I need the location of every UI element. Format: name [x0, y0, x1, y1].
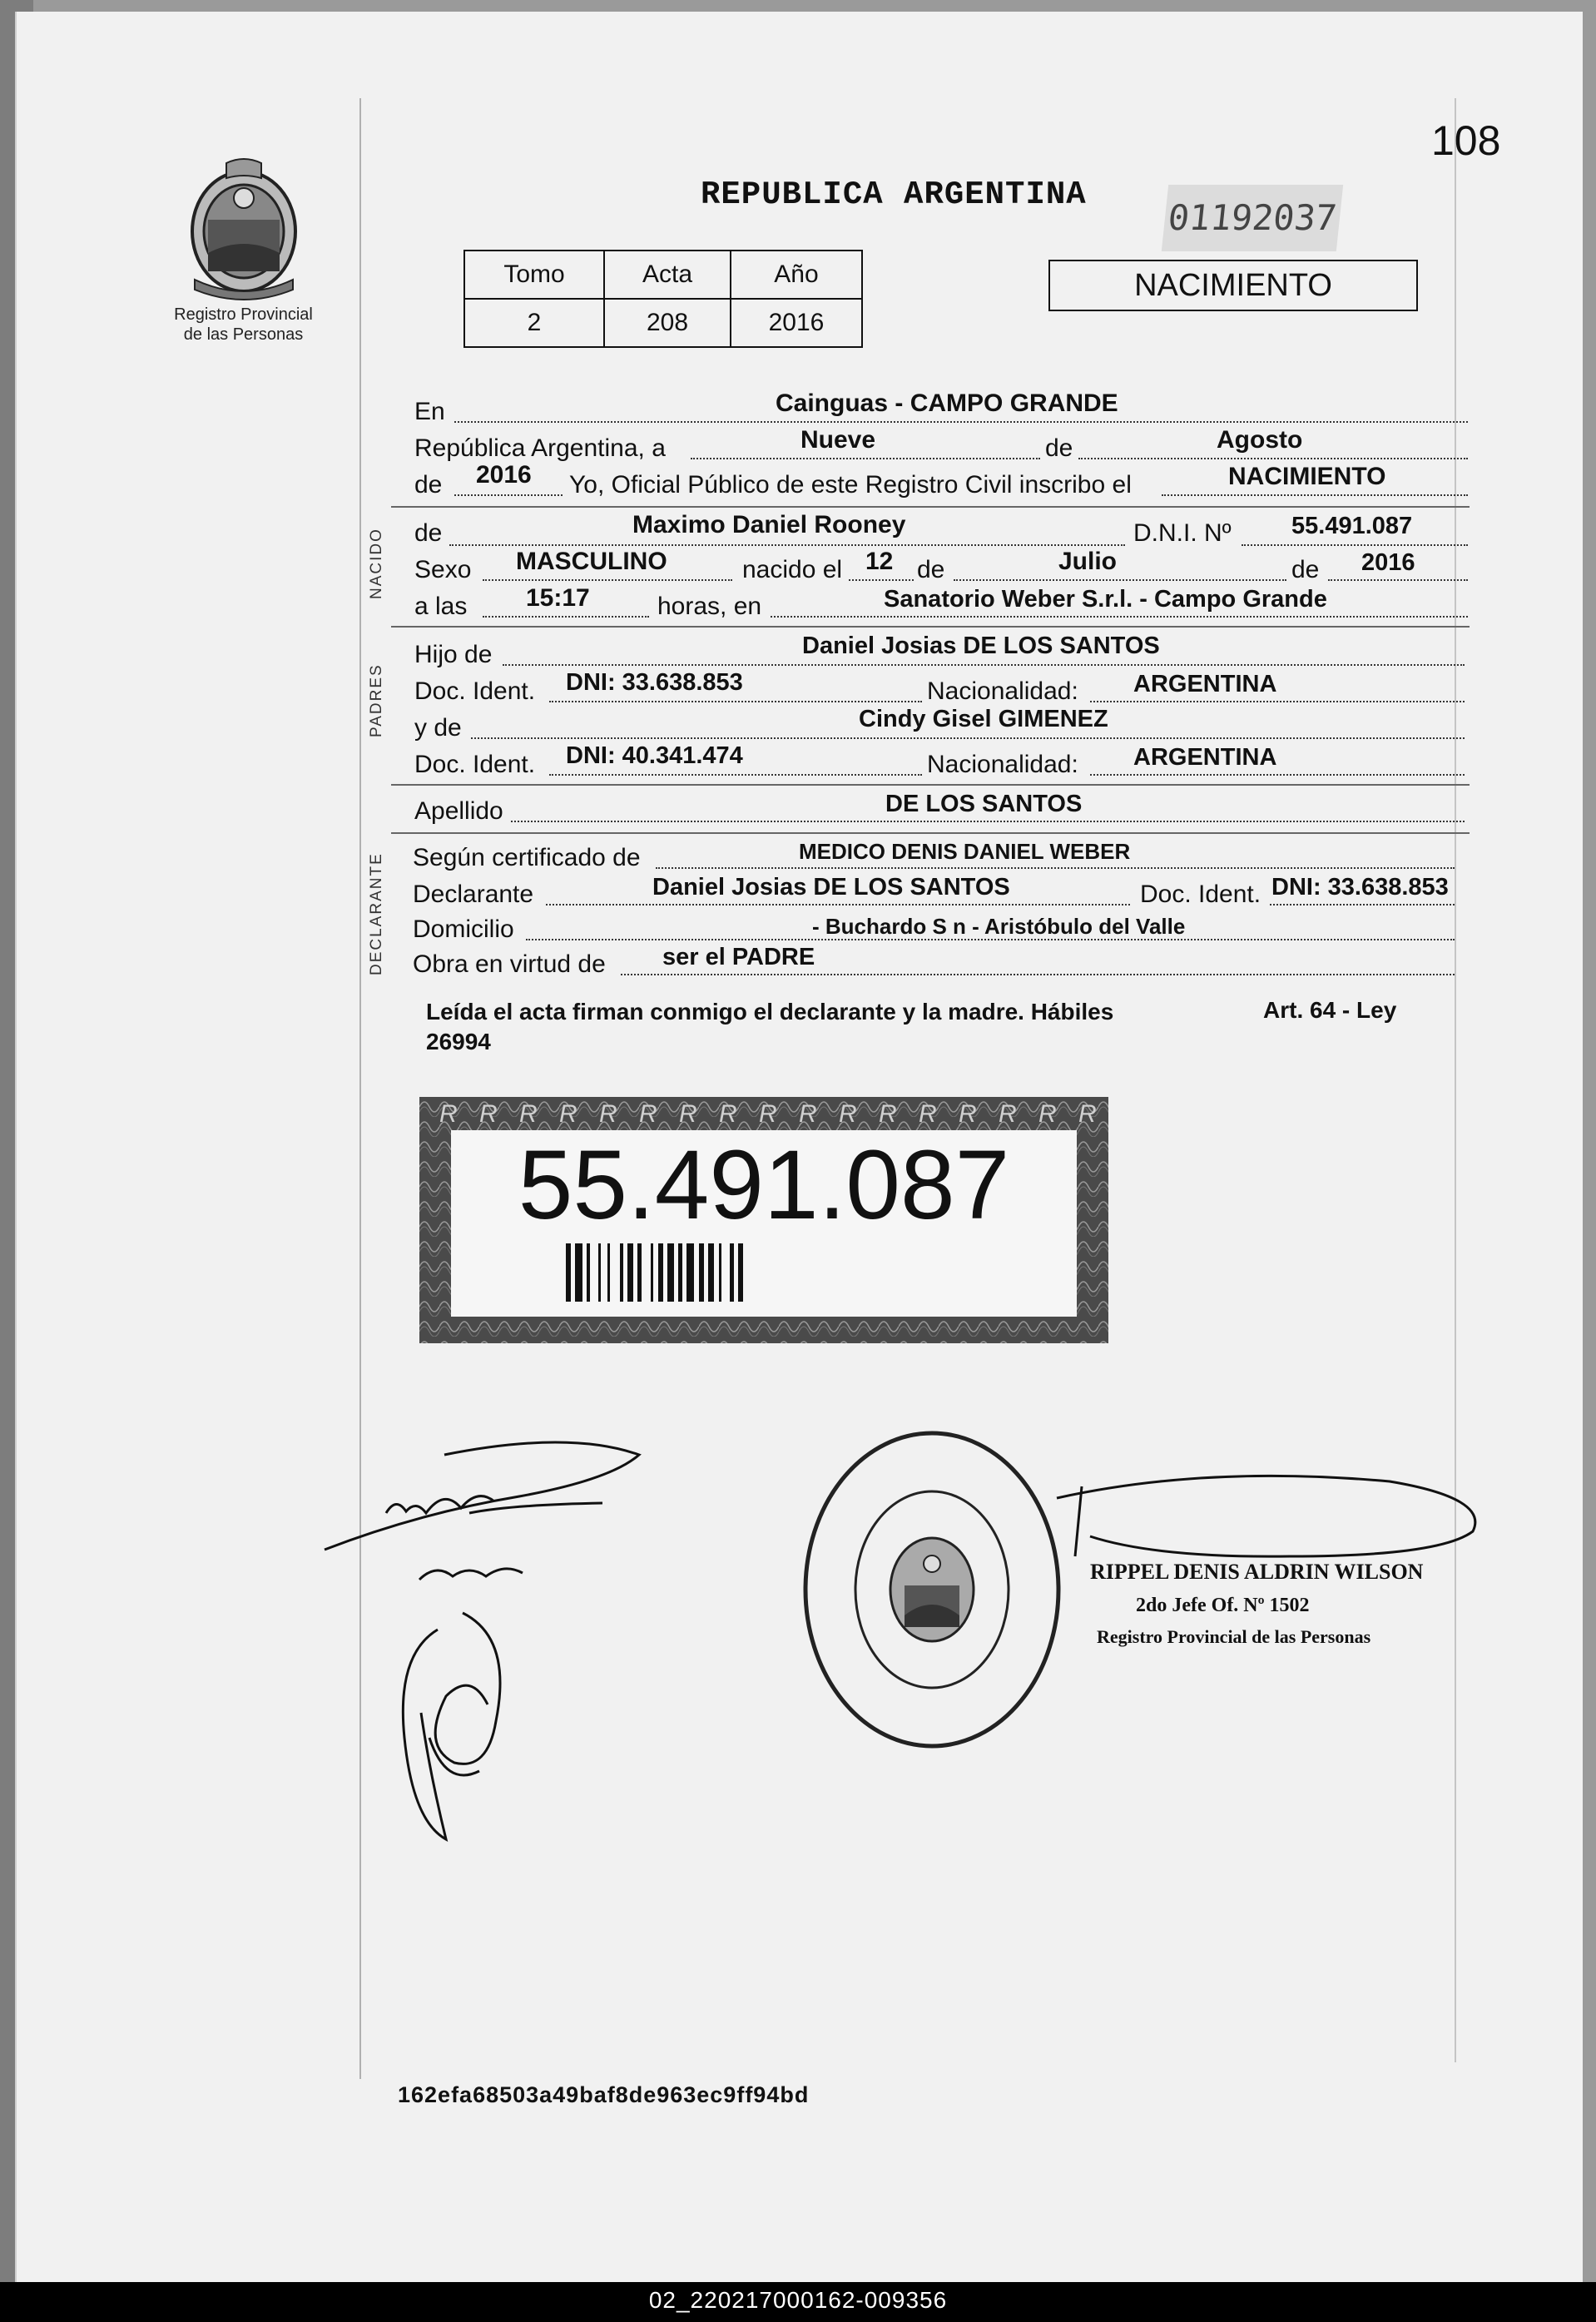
label-doc-ident-2: Doc. Ident. [414, 751, 536, 778]
dotted-line [511, 819, 1465, 822]
dotted-line [849, 578, 914, 581]
record-type-box: NACIMIENTO [1048, 260, 1418, 311]
dotted-line [471, 736, 1465, 739]
label-de-birthyear: de [1291, 556, 1320, 583]
value-nac-mes: Julio [1058, 548, 1118, 575]
dotted-line [1328, 578, 1468, 581]
value-madre: Cindy Gisel GIMENEZ [859, 706, 1108, 732]
acta-value-anio: 2016 [731, 299, 862, 347]
provincial-emblem-icon [176, 155, 311, 303]
pattern-letter: R [439, 1100, 458, 1128]
acta-table-value-row [464, 299, 862, 347]
dotted-line [1090, 772, 1465, 776]
barcode-bar [667, 1243, 674, 1302]
pattern-letter: R [479, 1100, 498, 1128]
section-label-nacido: NACIDO [368, 528, 385, 599]
value-padre-nac: ARGENTINA [1133, 671, 1277, 697]
pattern-letter: R [879, 1100, 897, 1128]
dotted-line [454, 493, 563, 496]
section-label-declarante: DECLARANTE [368, 852, 385, 975]
value-declarante-dni: DNI: 33.638.853 [1271, 874, 1449, 901]
dotted-line [1090, 699, 1465, 702]
barcode-bar [566, 1243, 571, 1302]
acta-header-acta: Acta [604, 251, 731, 299]
label-declarante: Declarante [413, 881, 534, 908]
pattern-letter: R [639, 1100, 657, 1128]
section-separator [391, 506, 1470, 508]
mother-signature-icon [388, 1605, 521, 1846]
value-declarante: Daniel Josias DE LOS SANTOS [652, 874, 1010, 901]
dotted-line [771, 614, 1468, 618]
closing-article: Art. 64 - Ley [1263, 997, 1397, 1023]
barcode-bar [708, 1243, 714, 1302]
label-horas-en: horas, en [657, 593, 762, 620]
barcode-bar [699, 1243, 704, 1302]
value-sexo: MASCULINO [516, 548, 667, 575]
pattern-letter: R [679, 1100, 697, 1128]
barcode-bar [730, 1243, 734, 1302]
value-padre: Daniel Josias DE LOS SANTOS [802, 633, 1160, 659]
label-de-month: de [917, 556, 945, 583]
value-madre-dni: DNI: 40.341.474 [566, 742, 743, 769]
label-apellido: Apellido [414, 797, 503, 825]
barcode-bar [627, 1243, 633, 1302]
dotted-line [483, 578, 732, 581]
value-acto: NACIMIENTO [1228, 463, 1386, 490]
document-hash: 162efa68503a49baf8de963ec9ff94bd [398, 2082, 810, 2107]
barcode-bar [738, 1243, 743, 1302]
value-lugar: Cainguas - CAMPO GRANDE [776, 389, 1118, 417]
barcode-bar [686, 1243, 694, 1302]
value-mes: Agosto [1217, 426, 1303, 454]
pattern-letter: R [519, 1100, 538, 1128]
barcode-bar [637, 1243, 642, 1302]
value-apellido: DE LOS SANTOS [885, 791, 1083, 817]
pattern-letter: R [919, 1100, 937, 1128]
label-doc-ident-decl: Doc. Ident. [1140, 881, 1261, 908]
dotted-line [454, 419, 1468, 423]
acta-value-tomo: 2 [464, 299, 604, 347]
pattern-letter: R [839, 1100, 857, 1128]
dotted-line [549, 772, 922, 776]
official-office: Registro Provincial de las Personas [1097, 1626, 1371, 1647]
footer-filename: 02_220217000162-009356 [648, 2287, 948, 2313]
label-a-las: a las [414, 593, 468, 620]
dotted-line [1078, 456, 1468, 459]
dotted-line [1242, 543, 1468, 546]
country-title: REPUBLICA ARGENTINA [701, 176, 1087, 213]
acta-table-header-row [464, 251, 862, 299]
pattern-letter: R [959, 1100, 977, 1128]
value-nac-dia: 12 [865, 548, 894, 575]
left-margin-line [359, 98, 361, 2079]
registry-label-line1: Registro Provincial [174, 305, 313, 324]
official-signature-icon [1040, 1465, 1498, 1573]
label-nacido-el: nacido el [742, 556, 843, 583]
dotted-line [549, 699, 922, 702]
dotted-line [656, 866, 1455, 869]
value-obra: ser el PADRE [662, 944, 815, 970]
label-sexo: Sexo [414, 556, 472, 583]
barcode-bar [607, 1243, 610, 1302]
label-de-year: de [414, 471, 443, 499]
acta-header-anio: Año [731, 251, 862, 299]
pattern-letter: R [719, 1100, 737, 1128]
section-separator [391, 784, 1470, 786]
barcode-bar [719, 1243, 721, 1302]
dotted-line [546, 902, 1130, 905]
label-hijo-de: Hijo de [414, 641, 493, 668]
dotted-line [954, 578, 1286, 581]
label-segun-certificado: Según certificado de [413, 844, 641, 871]
pattern-letter: R [559, 1100, 577, 1128]
dotted-line [449, 543, 1125, 546]
label-y-de: y de [414, 714, 462, 742]
barcode-bar [575, 1243, 582, 1302]
label-dni: D.N.I. Nº [1133, 519, 1232, 547]
dotted-line [691, 456, 1040, 459]
label-oficial: Yo, Oficial Público de este Registro Civil inscribo el [569, 471, 1132, 499]
pattern-letter: R [599, 1100, 617, 1128]
declarant-signature-icon [320, 1421, 652, 1605]
dotted-line [1162, 493, 1468, 496]
right-margin-line [1455, 98, 1456, 2062]
section-separator [391, 832, 1470, 834]
acta-header-tomo: Tomo [464, 251, 604, 299]
barcode-bar [620, 1243, 623, 1302]
value-dia: Nueve [800, 426, 876, 454]
dni-card [419, 1097, 1108, 1343]
value-anio: 2016 [476, 461, 532, 489]
value-padre-dni: DNI: 33.638.853 [566, 669, 743, 696]
value-domicilio: - Buchardo S n - Aristóbulo del Valle [812, 914, 1186, 939]
dotted-line [483, 614, 649, 618]
barcode-bar [678, 1243, 682, 1302]
label-en: En [414, 398, 445, 425]
card-dni-number: 55.491.087 [518, 1130, 1010, 1240]
value-nac-anio: 2016 [1361, 549, 1415, 576]
dotted-line [621, 972, 1455, 975]
value-dni: 55.491.087 [1291, 513, 1413, 539]
pattern-letter: R [1078, 1100, 1097, 1128]
value-hora: 15:17 [526, 584, 590, 612]
label-domicilio: Domicilio [413, 915, 514, 943]
pattern-letter: R [999, 1100, 1017, 1128]
label-nacionalidad-2: Nacionalidad: [927, 751, 1078, 778]
acta-value-acta: 208 [604, 299, 731, 347]
label-obra-en-virtud: Obra en virtud de [413, 950, 606, 978]
barcode-bar [658, 1243, 663, 1302]
label-nacionalidad-1: Nacionalidad: [927, 677, 1078, 705]
section-separator [391, 626, 1470, 628]
pattern-letter: R [759, 1100, 777, 1128]
value-certificado: MEDICO DENIS DANIEL WEBER [799, 839, 1131, 864]
label-doc-ident-1: Doc. Ident. [414, 677, 536, 705]
dotted-line [1270, 902, 1455, 905]
value-madre-nac: ARGENTINA [1133, 744, 1277, 771]
closing-text: Leída el acta firman conmigo el declarante y la madre. Hábiles [426, 999, 1114, 1025]
label-republica: República Argentina, a [414, 434, 666, 462]
pattern-letter: R [799, 1100, 817, 1128]
dotted-line [503, 662, 1465, 666]
closing-ley-number: 26994 [426, 1029, 491, 1054]
pattern-letter: R [1038, 1100, 1057, 1128]
serial-number: 01192037 [1162, 185, 1343, 251]
official-seal-icon [795, 1419, 1069, 1760]
registry-label-line2: de las Personas [183, 325, 304, 344]
value-nombre: Maximo Daniel Rooney [632, 511, 906, 538]
barcode-bar [587, 1243, 590, 1302]
value-lugar-nac: Sanatorio Weber S.r.l. - Campo Grande [884, 586, 1327, 613]
official-name: RIPPEL DENIS ALDRIN WILSON [1090, 1560, 1424, 1584]
barcode-bar [651, 1243, 653, 1302]
registry-label [150, 305, 337, 345]
page-number: 108 [1431, 117, 1501, 164]
label-de-name: de [414, 519, 443, 547]
barcode-bar [598, 1243, 601, 1302]
acta-table [463, 250, 863, 348]
label-de: de [1045, 434, 1073, 462]
official-role: 2do Jefe Of. Nº 1502 [1136, 1595, 1310, 1616]
section-label-padres: PADRES [368, 663, 385, 737]
